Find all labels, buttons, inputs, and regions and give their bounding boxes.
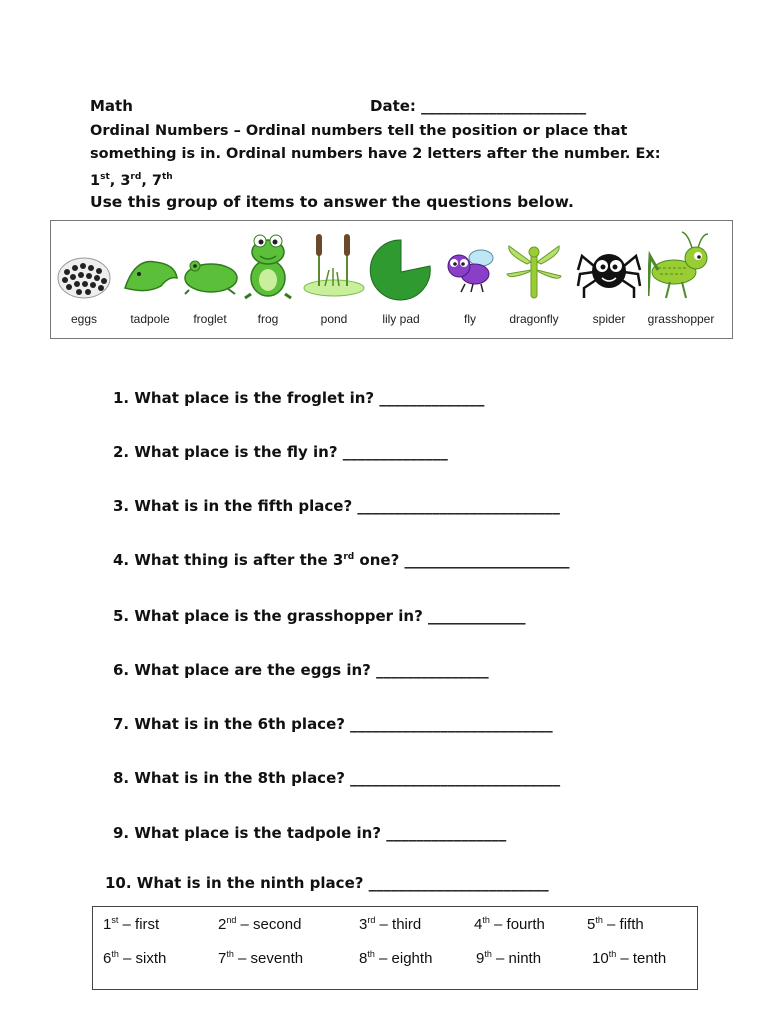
question-8[interactable]: 8. What is in the 8th place? ____________________________ — [113, 769, 561, 787]
item-grasshopper — [648, 226, 714, 336]
key-entry: 5th – fifth — [587, 915, 644, 933]
key-entry: 2nd – second — [218, 915, 302, 933]
question-4[interactable]: 4. What thing is after the 3rd one? ______________________ — [113, 551, 570, 569]
frog-eggs-icon — [51, 226, 117, 301]
key-entry: 8th – eighth — [359, 949, 433, 967]
spider-icon — [576, 226, 642, 301]
subject-title: Math — [90, 97, 133, 115]
question-6[interactable]: 6. What place are the eggs in? _______________ — [113, 661, 489, 679]
question-5[interactable]: 5. What place is the grasshopper in? _____________ — [113, 607, 526, 625]
item-pond — [301, 226, 367, 336]
question-10[interactable]: 10. What is in the ninth place? ________________________ — [105, 874, 549, 892]
pond-icon — [301, 226, 367, 301]
frog-icon — [235, 226, 301, 301]
intro-line-1: Ordinal Numbers – Ordinal numbers tell the position or place that — [90, 123, 628, 139]
intro-paragraph — [90, 120, 690, 193]
item-frog — [235, 226, 301, 336]
grasshopper-icon — [648, 226, 714, 301]
item-label: eggs — [70, 312, 98, 326]
question-7[interactable]: 7. What is in the 6th place? ___________________________ — [113, 715, 553, 733]
key-entry: 6th – sixth — [103, 949, 167, 967]
question-9[interactable]: 9. What place is the tadpole in? ________________ — [113, 824, 507, 842]
key-entry: 3rd – third — [359, 915, 422, 933]
item-eggs — [51, 226, 117, 336]
item-label: lily pad — [382, 312, 420, 326]
item-label: frog — [257, 312, 279, 326]
key-entry: 9th – ninth — [476, 949, 542, 967]
item-label: spider — [592, 312, 626, 326]
item-spider — [576, 226, 642, 336]
question-3[interactable]: 3. What is in the fifth place? ___________________________ — [113, 497, 560, 515]
dragonfly-icon — [501, 226, 567, 301]
froglet-icon — [177, 226, 243, 301]
fly-icon — [437, 226, 503, 301]
key-entry: 10th – tenth — [592, 949, 667, 967]
item-label: froglet — [193, 312, 227, 326]
item-label: grasshopper — [647, 312, 715, 326]
item-lily-pad — [368, 226, 434, 336]
intro-line-2: something is in. Ordinal numbers have 2 letters after the number. Ex: — [90, 146, 661, 162]
date-field[interactable]: Date: ______________________ — [370, 97, 587, 115]
question-1[interactable]: 1. What place is the froglet in? ______________ — [113, 389, 485, 407]
key-entry: 7th – seventh — [218, 949, 304, 967]
lily-pad-icon — [368, 226, 434, 301]
item-label: fly — [464, 312, 476, 326]
item-label: dragonfly — [509, 312, 559, 326]
tadpole-icon — [117, 226, 183, 301]
item-sequence-box — [50, 220, 733, 339]
key-entry: 4th – fourth — [474, 915, 545, 933]
item-label: tadpole — [130, 312, 170, 326]
key-entry: 1st – first — [103, 915, 160, 933]
item-label: pond — [320, 312, 348, 326]
ordinal-key-box — [92, 906, 698, 990]
instruction: Use this group of items to answer the questions below. — [90, 193, 574, 211]
question-2[interactable]: 2. What place is the fly in? ______________ — [113, 443, 448, 461]
item-dragonfly — [501, 226, 567, 336]
intro-examples: 1st, 3rd, 7th — [90, 172, 173, 189]
